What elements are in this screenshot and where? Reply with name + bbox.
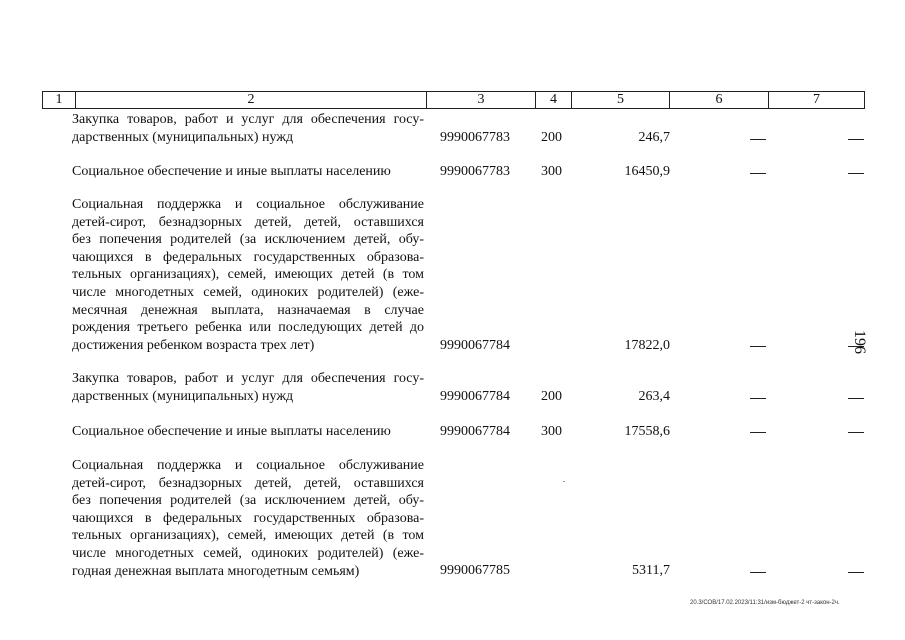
description-line: дарственных (муниципальных) нужд: [72, 129, 294, 145]
row-description: [72, 423, 424, 441]
dash-col6: [750, 173, 766, 174]
description-line: месячная денежная выплата, назначаемая в случае: [72, 302, 424, 318]
header-cell-1: 1: [42, 91, 76, 109]
footer-stamp: 20.3/СОВ/17.02.2023/11:31/изм-бюджет-2 чт-закон-2ч.: [690, 600, 840, 606]
description-line: детей-сирот, безнадзорных детей, детей, оставшихся: [72, 475, 424, 491]
dash-col7: [848, 432, 864, 433]
header-cell-2: 2: [75, 91, 427, 109]
description-line: детей-сирот, безнадзорных детей, детей, оставшихся: [72, 214, 424, 230]
page-number: 196: [851, 330, 868, 354]
description-line: тельных организациях), семей, имеющих детей (в том: [72, 267, 424, 283]
description-line: Социальная поддержка и социальное обслуживание: [72, 458, 424, 473]
description-line: тельных организациях), семей, имеющих детей (в том: [72, 528, 424, 544]
target-code: 9990067784: [440, 338, 510, 353]
expense-kind: 200: [541, 130, 562, 145]
amount: 263,4: [638, 389, 670, 404]
dash-col6: [750, 398, 766, 399]
header-cell-4: 4: [535, 91, 572, 109]
description-line: годная денежная выплата многодетным семьям): [72, 563, 360, 579]
amount: 16450,9: [624, 164, 670, 179]
description-line: Закупка товаров, работ и услуг для обеспечения госу-: [72, 112, 424, 127]
target-code: 9990067785: [440, 563, 510, 578]
scan-speck: [563, 481, 565, 482]
description-line: Социальное обеспечение и иные выплаты населению: [72, 164, 391, 179]
header-cell-7: 7: [768, 91, 865, 109]
row-description: [72, 370, 424, 405]
description-line: достижения ребенком возраста трех лет): [72, 337, 315, 353]
expense-kind: 300: [541, 164, 562, 179]
row-description: [72, 111, 424, 146]
dash-col6: [750, 139, 766, 140]
description-line: Закупка товаров, работ и услуг для обеспечения госу-: [72, 371, 424, 386]
description-line: Социальное обеспечение и иные выплаты населению: [72, 424, 391, 439]
dash-col7: [848, 139, 864, 140]
dash-col6: [750, 346, 766, 347]
description-line: чающихся в федеральных государственных образова-: [72, 249, 424, 265]
amount: 17558,6: [624, 424, 670, 439]
amount: 17822,0: [624, 338, 670, 353]
description-line: рождения третьего ребенка или последующих детей до: [72, 320, 424, 336]
dash-col7: [848, 572, 864, 573]
amount: 5311,7: [632, 563, 670, 578]
dash-col6: [750, 572, 766, 573]
description-line: дарственных (муниципальных) нужд: [72, 388, 294, 404]
row-description: [72, 196, 424, 354]
expense-kind: 200: [541, 389, 562, 404]
amount: 246,7: [638, 130, 670, 145]
description-line: чающихся в федеральных государственных образова-: [72, 510, 424, 526]
row-description: [72, 457, 424, 580]
target-code: 9990067784: [440, 424, 510, 439]
expense-kind: 300: [541, 424, 562, 439]
target-code: 9990067783: [440, 164, 510, 179]
description-line: без попечения родителей (за исключением детей, обу-: [72, 232, 424, 248]
description-line: числе многодетных семей, одиноких родителей) (еже-: [72, 545, 424, 561]
dash-col6: [750, 432, 766, 433]
header-cell-5: 5: [571, 91, 670, 109]
description-line: числе многодетных семей, одиноких родителей) (еже-: [72, 284, 424, 300]
description-line: Социальная поддержка и социальное обслуживание: [72, 197, 424, 212]
header-cell-3: 3: [426, 91, 536, 109]
target-code: 9990067783: [440, 130, 510, 145]
description-line: без попечения родителей (за исключением детей, обу-: [72, 493, 424, 509]
dash-col7: [848, 173, 864, 174]
header-cell-6: 6: [669, 91, 769, 109]
row-description: [72, 163, 424, 181]
target-code: 9990067784: [440, 389, 510, 404]
dash-col7: [848, 398, 864, 399]
